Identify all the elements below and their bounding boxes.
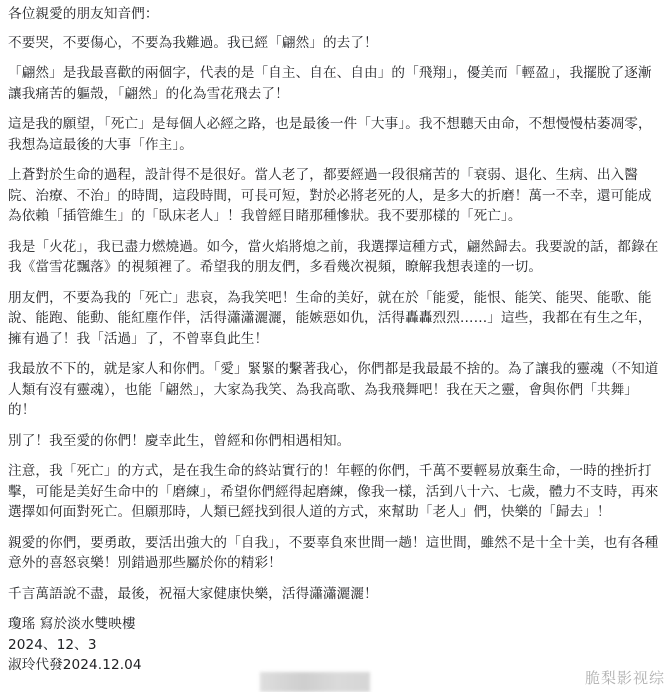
letter-date: 2024、12、3 — [8, 636, 97, 653]
watermark-text: 脆梨影视综 — [584, 669, 665, 687]
letter-paragraph-3: 這是我的願望，「死亡」是每個人必經之路，也是最後一件「大事」。我不想聽天由命，不想慢慢枯萎凋零，我想為這最後的大事「作主」。 — [8, 116, 652, 153]
letter-paragraph-7: 我最放不下的，就是家人和你們。「愛」緊緊的繫著我心，你們都是我最最不捨的。為了讓我的靈魂（不知道人類有沒有靈魂），也能「翩然」，大家為我笑、為我高歌、為我飛舞吧！我在天之靈，會與你們「共舞」的！ — [8, 361, 659, 418]
letter-paragraph-1: 不要哭，不要傷心，不要為我難過。我已經「翩然」的去了！ — [8, 34, 378, 51]
letter-signature: 瓊瑤 寫於淡水雙映樓 — [8, 616, 136, 632]
letter-body — [8, 4, 663, 676]
letter-paragraph-10: 親愛的你們，要勇敢，要活出強大的「自我」，不要辜負來世間一趟！這世間，雖然不是十全十美，也有各種意外的喜怒哀樂！別錯過那些屬於你的精彩！ — [8, 534, 659, 571]
letter-paragraph-8: 別了！我至愛的你們！慶幸此生，曾經和你們相遇相知。 — [8, 432, 351, 449]
letter-posted-by: 淑玲代發2024.12.04 — [8, 657, 142, 673]
letter-greeting: 各位親愛的朋友知音們： — [8, 6, 159, 22]
letter-paragraph-4: 上蒼對於生命的過程，設計得不是很好。當人老了，都要經過一段很痛苦的「衰弱、退化、生病、出入醫院、治療、不治」的時間，這段時間，可長可短，對於必將老死的人，是多大的折磨！萬一不幸，還可能成為依賴「插管維生」的「臥床老人」！我曾經目睹那種慘狀。我不要那樣的「死亡」。 — [8, 167, 652, 224]
letter-paragraph-9: 注意，我「死亡」的方式，是在我生命的終站實行的！年輕的你們，千萬不要輕易放棄生命，一時的挫折打擊，可能是美好生命中的「磨練」，希望你們經得起磨練，像我一樣，活到八十六、七歲，體力不支時，再來選擇如何面對死亡。但願那時，人類已經找到很人道的方式，來幫助「老人」們，快樂的「歸去」！ — [8, 463, 659, 520]
redaction-blur — [260, 672, 370, 692]
letter-paragraph-2: 「翩然」是我最喜歡的兩個字，代表的是「自主、自在、自由」的「飛翔」，優美而「輕盈」，我擺脫了逐漸讓我痛苦的軀殼，「翩然」的化為雪花飛去了！ — [8, 65, 652, 102]
letter-paragraph-5: 我是「火花」，我已盡力燃燒過。如今，當火焰將熄之前，我選擇這種方式，翩然歸去。我要說的話，都錄在我《當雪花飄落》的視頻裡了。希望我的朋友們，多看幾次視頻，瞭解我想表達的一切。 — [8, 238, 659, 275]
letter-paragraph-11: 千言萬語說不盡，最後，祝福大家健康快樂，活得瀟瀟灑灑！ — [8, 585, 378, 602]
letter-paragraph-6: 朋友們，不要為我的「死亡」悲哀，為我笑吧！生命的美好，就在於「能愛，能恨、能笑、能哭、能歌、能說、能跑、能動、能紅塵作伴，活得瀟瀟灑灑，能嫉惡如仇，活得轟轟烈烈……」這些，我都在有生之年，擁有過了！我「活過」了，不曾辜負此生！ — [8, 289, 652, 347]
